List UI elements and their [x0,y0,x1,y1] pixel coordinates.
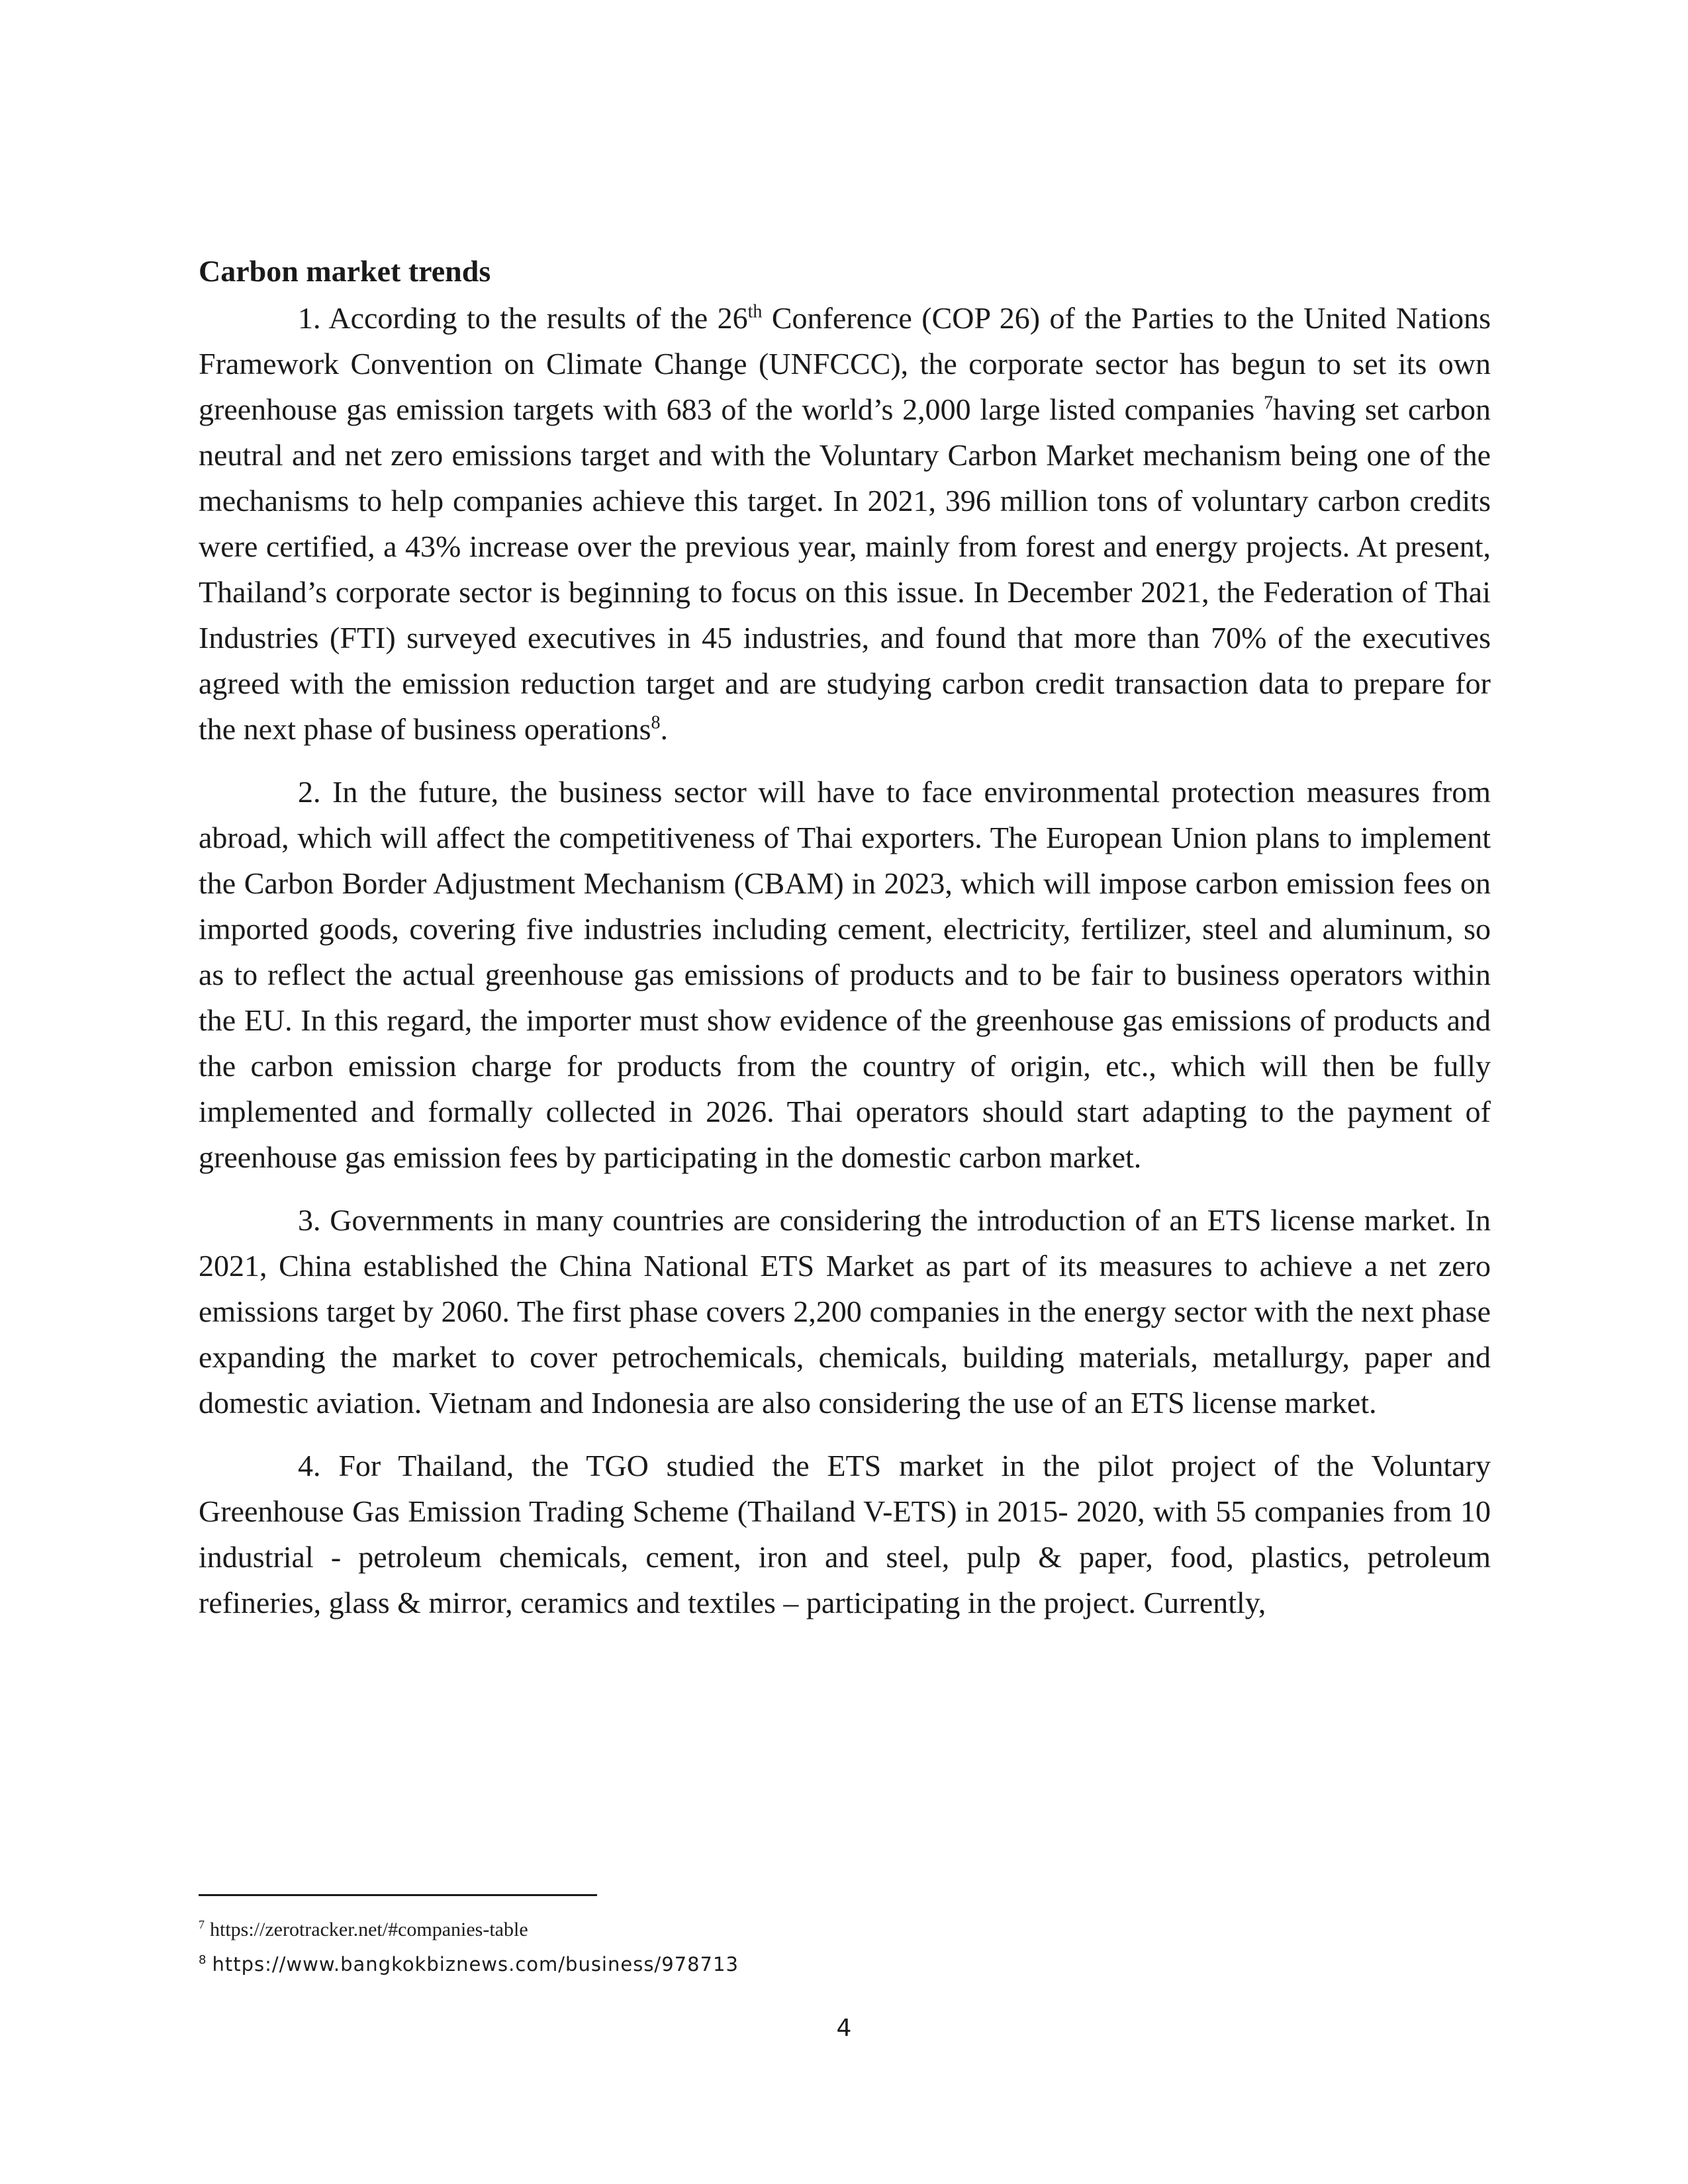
page-number: 4 [836,2015,852,2042]
paragraph-2: 2. In the future, the business sector will have to face environmental protection measures from abroad, which will affect the competitiveness of Thai exporters. The European Union plans to implement the Carbon Border Adjustment Mechanism (CBAM) in 2023, which will impose carbon emission fees on imported goods, covering five industries including cement, electricity, fertilizer, steel and aluminum, so as to reflect the actual greenhouse gas emissions of products and to be fair to business operators within the EU. In this regard, the importer must show evidence of the greenhouse gas emissions of products and the carbon emission charge for products from the country of origin, etc., which will then be fully implemented and formally collected in 2026. Thai operators should start adapting to the payment of greenhouse gas emission fees by participating in the domestic carbon market. [199,775,1491,1174]
footnote-8 [199,1947,1491,1981]
paragraph-3: 3. Governments in many countries are considering the introduction of an ETS license market. In 2021, China established the China National ETS Market as part of its measures to achieve a net zero emissions target by 2060. The first phase covers 2,200 companies in the energy sector with the next phase expanding the market to cover petrochemicals, chemicals, building materials, metallurgy, paper and domestic aviation. Vietnam and Indonesia are also considering the use of an ETS license market. [199,1203,1491,1420]
footnote-link[interactable]: https://zerotracker.net/#companies-table [210,1919,528,1940]
paragraph-1 [199,295,1491,752]
paragraph-1-part-b: Conference (COP 26) of the Parties to the United Nations Framework Convention on Climate Change (UNFCCC), the corporate sector has begun to set its own greenhouse gas emission targets with 683 of the world’s 2,000 large listed companies [199,301,1491,426]
footnote-ref-8[interactable]: 8 [651,712,661,733]
paragraph-1-part-c: having set carbon neutral and net zero emissions target and with the Voluntary Carbon Market mechanism being one of the mechanisms to help companies achieve this target. In 2021, 396 million tons of voluntary carbon credits were certified, a 43% increase over the previous year, mainly from forest and energy projects. At present, Thailand’s corporate sector is beginning to focus on this issue. In December 2021, the Federation of Thai Industries (FTI) surveyed executives in 45 industries, and found that more than 70% of the executives agreed with the emission reduction target and are studying carbon credit transaction data to prepare for the next phase of business operations [199,392,1491,746]
footnote-divider [199,1894,597,1896]
section-heading: Carbon market trends [199,254,491,288]
footnote-7 [199,1913,1491,1947]
paragraph-1-part-d: . [660,712,668,746]
footnote-number: 7 [199,1918,205,1931]
footnote-number: 8 [199,1953,207,1968]
footnotes [199,1913,1491,1981]
paragraph-1-part-a: 1. According to the results of the 26 [298,301,748,335]
paragraph-4: 4. For Thailand, the TGO studied the ETS market in the pilot project of the Voluntary Greenhouse Gas Emission Trading Scheme (Thailand V-ETS) in 2015- 2020, with 55 companies from 10 industrial - petroleum chemicals, cement, iron and steel, pulp & paper, food, plastics, petroleum refineries, glass & mirror, ceramics and textiles – participating in the project. Currently, [199,1449,1491,1619]
footnote-link[interactable]: https://www.bangkokbiznews.com/business/978713 [212,1953,739,1976]
ordinal-superscript: th [747,301,763,322]
document-body [199,251,1491,1643]
footnote-ref-7[interactable]: 7 [1264,392,1274,414]
